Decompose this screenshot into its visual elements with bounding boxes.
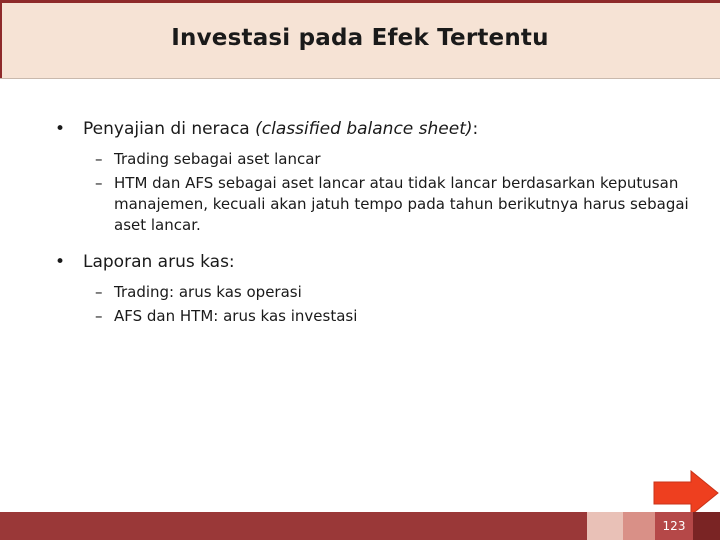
- dash-marker: –: [95, 174, 103, 192]
- dash-marker: –: [95, 150, 103, 168]
- bullet-cash-flow: [55, 250, 695, 274]
- subitem-trading-cash: [55, 282, 695, 303]
- footer-block-mid: [623, 512, 655, 540]
- slide-title: Investasi pada Efek Tertentu: [171, 25, 549, 51]
- bullet-italic-text: (classified balance sheet): [255, 119, 473, 139]
- subitem-trading: [55, 149, 695, 170]
- bullet-marker: •: [55, 252, 66, 272]
- next-slide-button[interactable]: [653, 470, 719, 516]
- subitem-text: Trading sebagai aset lancar: [114, 150, 321, 168]
- dash-marker: –: [95, 283, 103, 301]
- footer-block-light: [587, 512, 623, 540]
- slide-content: [55, 117, 695, 327]
- subitem-afs-htm-cash: [55, 306, 695, 327]
- footer-block-dark: [693, 512, 720, 540]
- dash-marker: –: [95, 307, 103, 325]
- bullet-suffix: :: [472, 119, 479, 139]
- page-number: 123: [655, 512, 693, 540]
- subitem-text: AFS dan HTM: arus kas investasi: [114, 307, 358, 325]
- subitem-htm-afs: [55, 173, 695, 236]
- right-arrow-icon: [653, 470, 719, 516]
- subitem-text: HTM dan AFS sebagai aset lancar atau tidak lancar berdasarkan keputusan manajemen, kecuali akan jatuh tempo pada tahun berikutnya harus sebagai aset lancar.: [114, 174, 689, 234]
- bullet-text: Penyajian di neraca: [83, 119, 256, 139]
- bullet-balance-sheet: [55, 117, 695, 141]
- bullet-text: Laporan arus kas:: [83, 252, 235, 272]
- bullet-marker: •: [55, 119, 66, 139]
- subitem-text: Trading: arus kas operasi: [114, 283, 302, 301]
